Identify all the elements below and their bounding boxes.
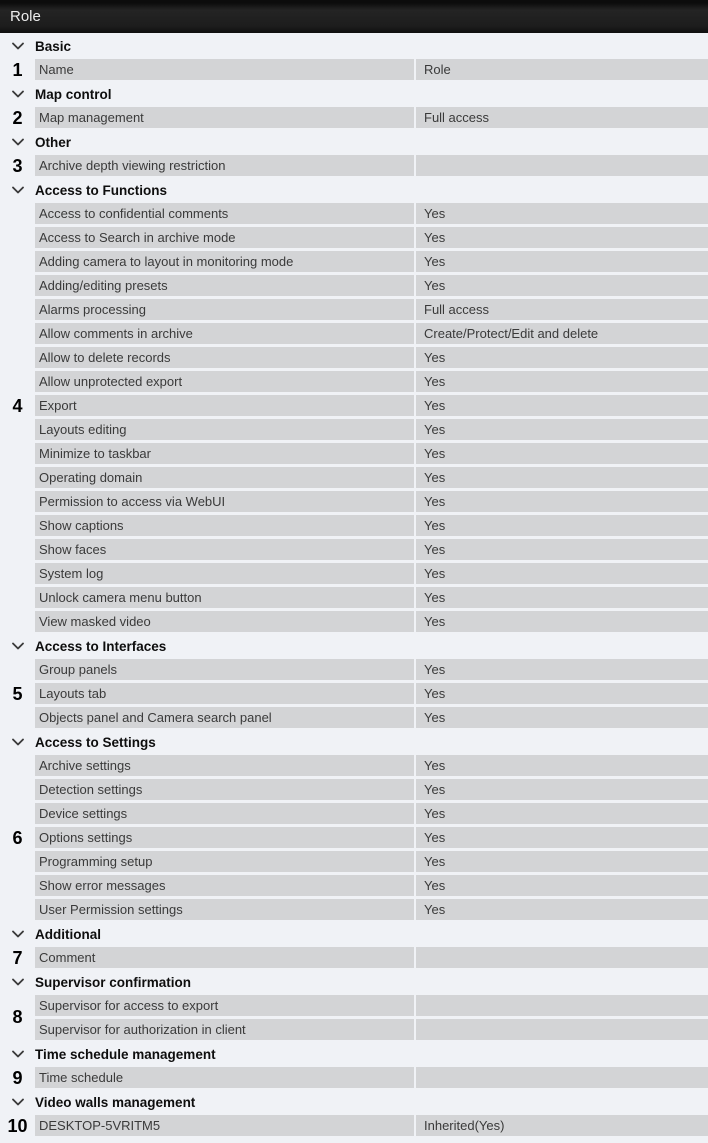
row-gutter (0, 1066, 35, 1090)
property-value[interactable]: Yes (416, 707, 708, 728)
annotation-number: 8 (12, 1007, 23, 1027)
property-name[interactable]: Comment (35, 947, 414, 968)
annotation-number: 2 (12, 108, 23, 128)
property-name[interactable]: Supervisor for access to export (35, 995, 414, 1016)
property-row[interactable] (0, 850, 708, 874)
property-row[interactable] (0, 706, 708, 730)
property-row[interactable] (0, 898, 708, 922)
property-value[interactable]: Yes (416, 611, 708, 632)
property-row[interactable] (0, 274, 708, 298)
section-header[interactable] (0, 178, 708, 202)
property-row[interactable] (0, 514, 708, 538)
property-value[interactable]: Yes (416, 227, 708, 248)
section-gutter (0, 1050, 35, 1058)
section-title: Access to Interfaces (35, 638, 167, 654)
section-title: Map control (35, 86, 112, 102)
section-gutter (0, 978, 35, 986)
row-gutter (0, 538, 35, 562)
property-value[interactable]: Yes (416, 683, 708, 704)
section-gutter (0, 42, 35, 50)
property-name[interactable]: Options settings (35, 827, 414, 848)
chevron-down-icon[interactable] (12, 738, 24, 746)
row-gutter (0, 610, 35, 634)
chevron-down-icon[interactable] (12, 90, 24, 98)
property-value[interactable]: Yes (416, 251, 708, 272)
property-row[interactable] (0, 994, 708, 1027)
row-gutter (0, 418, 35, 442)
section-header[interactable] (0, 922, 708, 946)
section-title: Time schedule management (35, 1046, 216, 1062)
row-gutter (0, 874, 35, 898)
property-value[interactable]: Yes (416, 539, 708, 560)
property-row[interactable] (0, 658, 708, 682)
row-gutter (0, 106, 35, 130)
property-name[interactable]: Show captions (35, 515, 414, 536)
property-name[interactable]: System log (35, 563, 414, 584)
property-value[interactable]: Yes (416, 347, 708, 368)
property-row[interactable] (0, 202, 708, 226)
property-row[interactable] (0, 778, 708, 802)
property-name[interactable]: Archive settings (35, 755, 414, 776)
row-gutter (0, 58, 35, 82)
property-value[interactable]: Yes (416, 395, 708, 416)
chevron-down-icon[interactable] (12, 930, 24, 938)
section-header[interactable] (0, 970, 708, 994)
annotation-number: 1 (12, 60, 23, 80)
panel-title: Role (10, 8, 41, 25)
property-name[interactable]: Layouts editing (35, 419, 414, 440)
section-gutter (0, 90, 35, 98)
property-row[interactable] (0, 610, 708, 634)
chevron-down-icon[interactable] (12, 978, 24, 986)
row-gutter (0, 1114, 35, 1138)
property-row[interactable] (0, 802, 708, 826)
row-gutter (0, 946, 35, 970)
section-gutter (0, 186, 35, 194)
section-title: Other (35, 134, 72, 150)
property-name[interactable]: Programming setup (35, 851, 414, 872)
section-title: Access to Settings (35, 734, 156, 750)
row-gutter (0, 226, 35, 250)
property-row[interactable] (0, 322, 708, 346)
annotation-number: 3 (12, 156, 23, 176)
section-gutter (0, 930, 35, 938)
property-row[interactable] (0, 370, 708, 394)
property-row[interactable] (0, 874, 708, 898)
property-row[interactable] (0, 682, 708, 706)
row-gutter (0, 778, 35, 802)
property-value[interactable]: Yes (416, 875, 708, 896)
property-row[interactable] (0, 490, 708, 514)
row-gutter (0, 154, 35, 178)
property-name[interactable]: Map management (35, 107, 414, 128)
row-gutter (0, 394, 35, 418)
property-name[interactable]: Group panels (35, 659, 414, 680)
property-value[interactable]: Full access (416, 107, 708, 128)
row-gutter (0, 826, 35, 850)
property-row[interactable] (0, 106, 708, 130)
property-value[interactable]: Yes (416, 803, 708, 824)
property-name[interactable]: Minimize to taskbar (35, 443, 414, 464)
property-value[interactable]: Yes (416, 659, 708, 680)
properties-grid (0, 33, 708, 1138)
section-gutter (0, 642, 35, 650)
property-name[interactable]: DESKTOP-5VRITM5 (35, 1115, 414, 1136)
property-name[interactable]: Device settings (35, 803, 414, 824)
property-name[interactable]: Allow unprotected export (35, 371, 414, 392)
property-name[interactable]: Archive depth viewing restriction (35, 155, 414, 176)
section-header[interactable] (0, 82, 708, 106)
property-name[interactable]: Show error messages (35, 875, 414, 896)
row-gutter (0, 466, 35, 490)
property-name[interactable]: Show faces (35, 539, 414, 560)
property-name[interactable]: Name (35, 59, 414, 80)
row-gutter (0, 682, 35, 706)
chevron-down-icon[interactable] (12, 42, 24, 50)
property-row[interactable] (0, 1018, 708, 1042)
property-value[interactable]: Yes (416, 491, 708, 512)
property-value[interactable] (416, 995, 708, 1016)
property-row[interactable] (0, 538, 708, 562)
section-header[interactable] (0, 634, 708, 658)
property-row[interactable] (0, 58, 708, 82)
chevron-down-icon[interactable] (12, 1098, 24, 1106)
section-header[interactable] (0, 130, 708, 154)
property-value[interactable] (416, 1019, 708, 1040)
row-gutter (0, 298, 35, 322)
row-gutter (0, 706, 35, 730)
property-value[interactable]: Yes (416, 275, 708, 296)
property-value[interactable]: Yes (416, 419, 708, 440)
property-value[interactable]: Yes (416, 755, 708, 776)
annotation-number: 9 (12, 1068, 23, 1088)
section-header[interactable] (0, 1042, 708, 1066)
property-value[interactable] (416, 947, 708, 968)
property-value[interactable]: Yes (416, 587, 708, 608)
section-title: Basic (35, 38, 72, 54)
section-header[interactable] (0, 730, 708, 754)
row-gutter (0, 202, 35, 226)
row-gutter (0, 562, 35, 586)
row-gutter (0, 514, 35, 538)
chevron-down-icon[interactable] (12, 138, 24, 146)
row-gutter (0, 250, 35, 274)
row-gutter (0, 490, 35, 514)
property-value[interactable]: Yes (416, 203, 708, 224)
chevron-down-icon[interactable] (12, 186, 24, 194)
row-gutter (0, 1018, 35, 1042)
row-gutter (0, 994, 35, 1027)
property-name[interactable]: User Permission settings (35, 899, 414, 920)
row-gutter (0, 322, 35, 346)
property-value[interactable]: Full access (416, 299, 708, 320)
property-value[interactable]: Yes (416, 779, 708, 800)
annotation-number: 7 (12, 948, 23, 968)
property-value[interactable]: Create/Protect/Edit and delete (416, 323, 708, 344)
property-value[interactable]: Yes (416, 515, 708, 536)
property-name[interactable]: Allow to delete records (35, 347, 414, 368)
section-title: Additional (35, 926, 101, 942)
section-title: Video walls management (35, 1094, 196, 1110)
property-row[interactable] (0, 562, 708, 586)
annotation-number: 10 (7, 1116, 28, 1136)
property-value[interactable]: Yes (416, 371, 708, 392)
section-header[interactable] (0, 1090, 708, 1114)
property-value[interactable]: Yes (416, 467, 708, 488)
property-row[interactable] (0, 1066, 708, 1090)
section-title: Supervisor confirmation (35, 974, 192, 990)
property-value[interactable]: Yes (416, 851, 708, 872)
property-value[interactable]: Yes (416, 899, 708, 920)
property-name[interactable]: Supervisor for authorization in client (35, 1019, 414, 1040)
row-gutter (0, 658, 35, 682)
property-name[interactable]: Operating domain (35, 467, 414, 488)
row-gutter (0, 346, 35, 370)
property-name[interactable]: Alarms processing (35, 299, 414, 320)
property-row[interactable] (0, 946, 708, 970)
property-name[interactable]: Unlock camera menu button (35, 587, 414, 608)
row-gutter (0, 898, 35, 922)
property-name[interactable]: Layouts tab (35, 683, 414, 704)
property-row[interactable] (0, 346, 708, 370)
section-gutter (0, 138, 35, 146)
property-value[interactable]: Yes (416, 443, 708, 464)
property-name[interactable]: Allow comments in archive (35, 323, 414, 344)
property-name[interactable]: View masked video (35, 611, 414, 632)
property-value[interactable] (416, 1067, 708, 1088)
section-gutter (0, 738, 35, 746)
row-gutter (0, 850, 35, 874)
property-name[interactable]: Export (35, 395, 414, 416)
property-row[interactable] (0, 250, 708, 274)
property-row[interactable] (0, 226, 708, 250)
property-row[interactable] (0, 394, 708, 418)
annotation-number: 6 (12, 828, 23, 848)
property-value[interactable]: Inherited(Yes) (416, 1115, 708, 1136)
property-value[interactable] (416, 155, 708, 176)
property-row[interactable] (0, 754, 708, 778)
row-gutter (0, 370, 35, 394)
property-name[interactable]: Time schedule (35, 1067, 414, 1088)
row-gutter (0, 754, 35, 778)
row-gutter (0, 802, 35, 826)
property-name[interactable]: Objects panel and Camera search panel (35, 707, 414, 728)
property-value[interactable]: Yes (416, 827, 708, 848)
property-name[interactable]: Adding camera to layout in monitoring mode (35, 251, 414, 272)
property-row[interactable] (0, 298, 708, 322)
row-gutter (0, 274, 35, 298)
property-value[interactable]: Role (416, 59, 708, 80)
property-row[interactable] (0, 466, 708, 490)
row-gutter (0, 442, 35, 466)
row-gutter (0, 586, 35, 610)
property-row[interactable] (0, 1114, 708, 1138)
section-header[interactable] (0, 34, 708, 58)
property-name[interactable]: Access to Search in archive mode (35, 227, 414, 248)
chevron-down-icon[interactable] (12, 642, 24, 650)
property-row[interactable] (0, 826, 708, 850)
property-name[interactable]: Access to confidential comments (35, 203, 414, 224)
panel-title-bar (0, 0, 708, 33)
section-gutter (0, 1098, 35, 1106)
property-row[interactable] (0, 586, 708, 610)
annotation-number: 4 (12, 396, 23, 416)
property-value[interactable]: Yes (416, 563, 708, 584)
property-name[interactable]: Detection settings (35, 779, 414, 800)
property-row[interactable] (0, 418, 708, 442)
property-row[interactable] (0, 442, 708, 466)
section-title: Access to Functions (35, 182, 168, 198)
property-name[interactable]: Adding/editing presets (35, 275, 414, 296)
annotation-number: 5 (12, 684, 23, 704)
chevron-down-icon[interactable] (12, 1050, 24, 1058)
property-row[interactable] (0, 154, 708, 178)
property-name[interactable]: Permission to access via WebUI (35, 491, 414, 512)
